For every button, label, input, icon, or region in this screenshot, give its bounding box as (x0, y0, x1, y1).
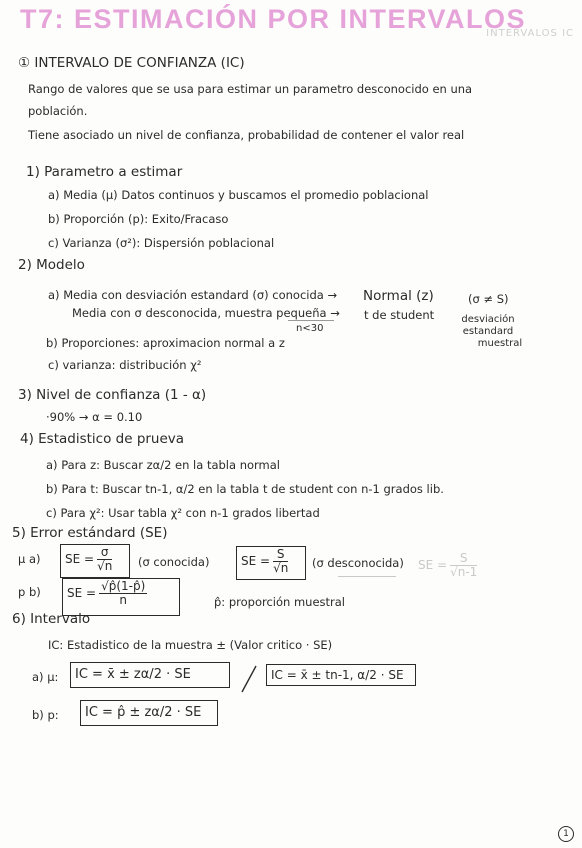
s2-side-note-2: estandard (462, 326, 514, 337)
se-faded-formula (418, 552, 477, 579)
s4-item-b: b) Para t: Buscar tn-1, α/2 en la tabla t de student con n-1 grados lib. (46, 482, 444, 496)
se1-note: (σ conocida) (138, 555, 210, 569)
se2-left: SE = (241, 554, 271, 568)
se3-numerator: S (450, 552, 477, 566)
se2-note-underline (338, 576, 396, 577)
s2-heading: 2) Modelo (18, 257, 85, 273)
se2-note: (σ desconocida) (312, 556, 404, 570)
ic-box-t: IC = x̄ ± tn-1, α/2 · SE (266, 664, 416, 686)
se3-left: SE = (418, 558, 448, 572)
s6-label-b: b) p: (32, 708, 59, 722)
s6-formula: IC: Estadistico de la muestra ± (Valor critico · SE) (48, 638, 333, 652)
s1-heading: 1) Parametro a estimar (26, 164, 183, 180)
s3-heading: 3) Nivel de confianza (1 - α) (18, 387, 207, 403)
ic-box-proportion: IC = p̂ ± zα/2 · SE (80, 700, 218, 726)
se1-denominator: √n (97, 559, 113, 573)
page-title: T7: ESTIMACIÓN POR INTERVALOS (20, 4, 527, 34)
s2-a2-result: t de student (364, 308, 435, 322)
se-box-sigma-known (60, 544, 130, 578)
definition-line-1: Rango de valores que se usa para estimar un parametro desconocido en una (28, 82, 473, 96)
slash-separator (238, 664, 260, 694)
s4-item-a: a) Para z: Buscar zα/2 en la tabla normal (46, 458, 281, 472)
definition-line-3: Tiene asociado un nivel de confianza, probabilidad de contener el valor real (28, 128, 465, 142)
se1-left: SE = (65, 552, 95, 566)
s2-a2-note: n<30 (296, 323, 324, 334)
s4-heading: 4) Estadistico de prueva (20, 431, 185, 447)
definition-line-2: población. (28, 104, 88, 118)
se2-fraction (273, 548, 288, 575)
s1-item-c: c) Varianza (σ²): Dispersión poblacional (48, 236, 275, 250)
s5-label-mu-a: μ a) (18, 552, 41, 566)
se-box-sigma-unknown (236, 546, 306, 580)
s5-label-p-b: p b) (18, 585, 41, 599)
s1-item-a: a) Media (μ) Datos continuos y buscamos el promedio poblacional (48, 188, 429, 202)
s6-heading: 6) Intervalo (12, 611, 91, 627)
s2-item-b: b) Proporciones: aproximacion normal a z (46, 336, 285, 350)
section-header: ① INTERVALO DE CONFIANZA (IC) (18, 55, 245, 71)
s2-item-a2: Media con σ desconocida, muestra pequeña → (72, 306, 340, 320)
s1-item-b: b) Proporción (p): Exito/Fracaso (48, 212, 229, 226)
s2-side-note-3: muestral (477, 338, 523, 349)
s2-side-note-1: desviación (461, 314, 515, 325)
se4-fraction (99, 580, 147, 607)
se4-numerator: √p̂(1-p̂) (101, 579, 146, 593)
p-hat-note: p̂: proporción muestral (214, 595, 345, 609)
se3-denominator: √n-1 (450, 565, 478, 579)
s3-line: ·90% → α = 0.10 (46, 410, 143, 424)
se1-numerator: σ (97, 546, 112, 560)
s6-label-a: a) μ: (32, 670, 59, 684)
ic-box-z: IC = x̄ ± zα/2 · SE (70, 662, 230, 688)
se2-denominator: √n (273, 561, 289, 575)
se1-fraction (97, 546, 112, 573)
se3-fraction (450, 552, 477, 579)
s2-item-c: c) varianza: distribución χ² (48, 358, 202, 372)
pequena-underline (288, 320, 334, 321)
se2-numerator: S (273, 548, 288, 562)
s5-heading: 5) Error estándard (SE) (12, 525, 168, 541)
se4-left: SE = (67, 586, 97, 600)
bleed-through-text: INTERVALOS IC (486, 28, 574, 39)
page-number: 1 (558, 826, 574, 842)
s2-item-a1: a) Media con desviación estandard (σ) conocida → (48, 288, 338, 302)
s2-a1-result: Normal (z) (363, 288, 434, 304)
se4-denominator: n (119, 593, 127, 607)
s4-item-c: c) Para χ²: Usar tabla χ² con n-1 grados libertad (46, 506, 320, 520)
s2-side-top: (σ ≠ S) (468, 292, 509, 306)
